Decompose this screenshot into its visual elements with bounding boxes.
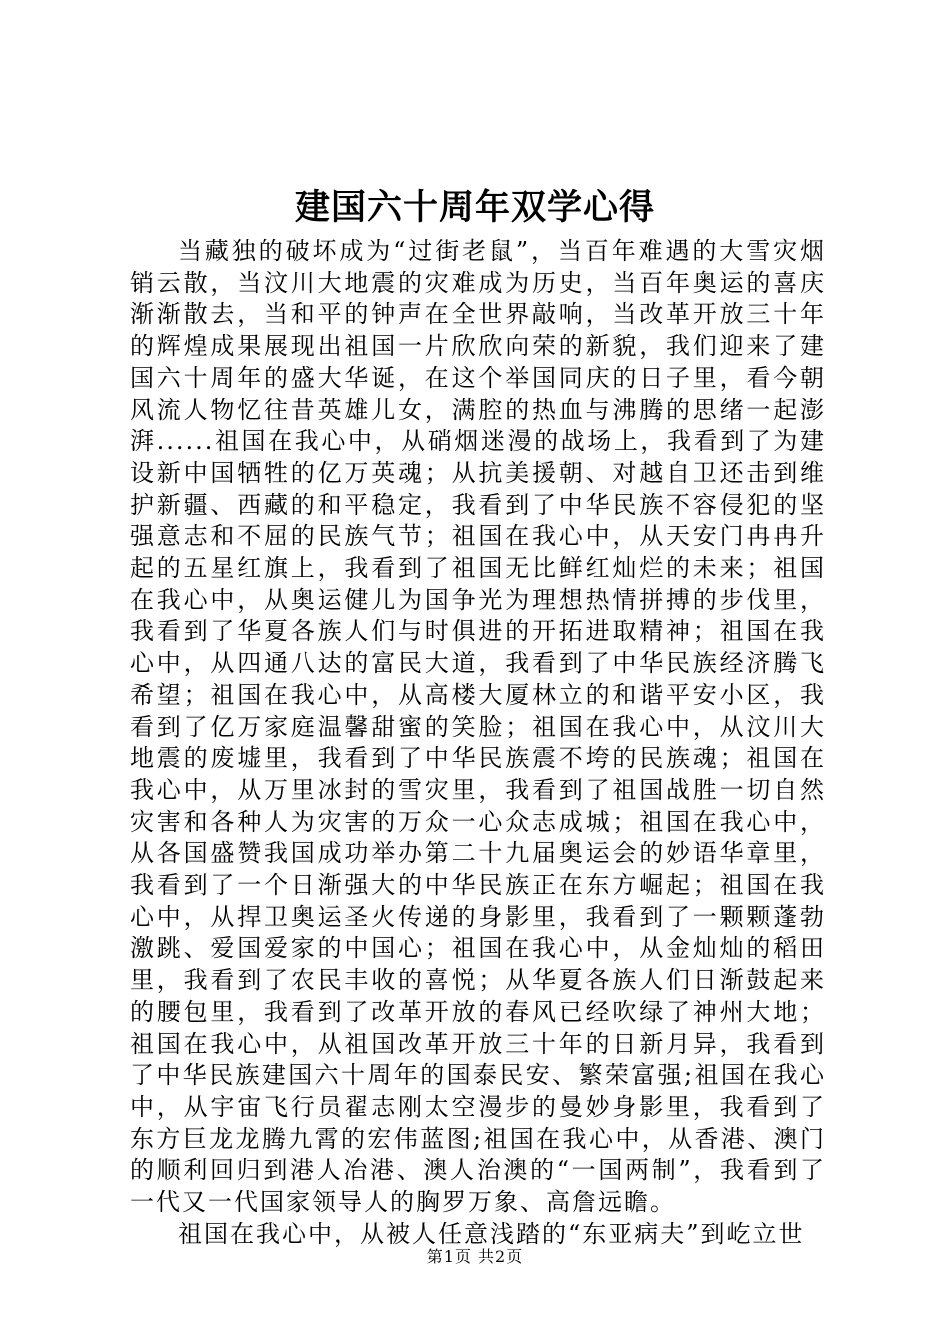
paragraph-1: 当藏独的破坏成为“过街老鼠”，当百年难遇的大雪灾烟销云散，当汶川大地震的灾难成为历史，当百年奥运的喜庆渐渐散去，当和平的钟声在全世界敲响，当改革开放三十年的辉煌成果展现出祖国一片欣欣向荣的新貌，我们迎来了建国六十周年的盛大华诞，在这个举国同庆的日子里，看今朝风流人物忆往昔英雄儿女，满腔的热血与沸腾的思绪一起澎湃......祖国在我心中，从硝烟迷漫的战场上，我看到了为建设新中国牺牲的亿万英魂；从抗美援朝、对越自卫还击到维护新疆、西藏的和平稳定，我看到了中华民族不容侵犯的坚强意志和不屈的民族气节；祖国在我心中，从天安门冉冉升起的五星红旗上，我看到了祖国无比鲜红灿烂的未来；祖国在我心中，从奥运健儿为国争光为理想热情拼搏的步伐里，我看到了华夏各族人们与时俱进的开拓进取精神；祖国在我心中，从四通八达的富民大道，我看到了中华民族经济腾飞希望；祖国在我心中，从高楼大厦林立的和谐平安小区，我看到了亿万家庭温馨甜蜜的笑脸；祖国在我心中，从汶川大地震的废墟里，我看到了中华民族震不垮的民族魂；祖国在我心中，从万里冰封的雪灾里，我看到了祖国战胜一切自然灾害和各种人为灾害的万众一心众志成城；祖国在我心中，从各国盛赞我国成功举办第二十九届奥运会的妙语华章里，我看到了一个日渐强大的中华民族正在东方崛起；祖国在我心中，从捍卫奥运圣火传递的身影里，我看到了一颗颗蓬勃激跳、爱国爱家的中国心；祖国在我心中，从金灿灿的稻田里，我看到了农民丰收的喜悦；从华夏各族人们日渐鼓起来的腰包里，我看到了改革开放的春风已经吹绿了神州大地；祖国在我心中，从祖国改革开放三十年的日新月异，我看到了中华民族建国六十周年的国泰民安、繁荣富强;祖国在我心中，从宇宙飞行员翟志刚太空漫步的曼妙身影里，我看到了东方巨龙龙腾九霄的宏伟蓝图;祖国在我心中，从香港、澳门的顺利回归到港人冶港、澳人治澳的“一国两制”，我看到了一代又一代国家领导人的胸罗万象、高詹远瞻。 — [130, 237, 826, 1217]
document-body — [130, 236, 826, 1251]
paragraph-2: 祖国在我心中，从被人任意浅踏的“东亚病夫”到屹立世 — [178, 1219, 805, 1248]
document-title: 建国六十周年双学心得 — [294, 187, 655, 228]
page-number-footer: 第1页 共2页 — [426, 1247, 524, 1266]
